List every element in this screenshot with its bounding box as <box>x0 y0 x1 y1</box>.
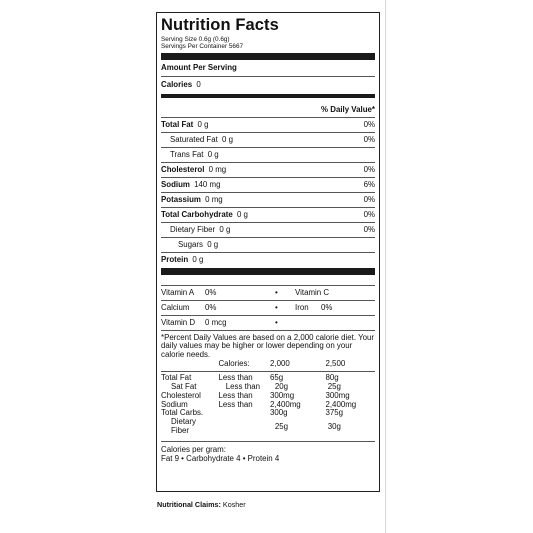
nutrient-daily-value: 0% <box>363 119 375 129</box>
vitamin-name: Vitamin C <box>295 287 330 297</box>
divider-mid <box>161 94 375 98</box>
vitamin-row <box>161 301 375 316</box>
calories-per-gram: Calories per gram: Fat 9 • Carbohydrate 4 • Protein 4 <box>161 441 375 463</box>
daily-value-footnote: *Percent Daily Values are based on a 2,000 calorie diet. Your daily values may be higher or lower depending on your calorie needs. <box>161 332 375 359</box>
nutrient-amount: 140 mg <box>194 179 221 189</box>
nutrient-row <box>161 148 375 163</box>
footnote-table-header: Calories: 2,000 2,500 <box>161 360 375 372</box>
nutrient-list <box>161 118 375 267</box>
nutrient-amount: 0 g <box>222 134 233 144</box>
nutrient-row <box>161 238 375 253</box>
nutrient-label: Cholesterol <box>161 164 205 174</box>
fiber-label-1: Dietary <box>171 417 196 427</box>
nutrient-amount: 0 mg <box>205 194 223 204</box>
vitamin-value: 0% <box>205 302 217 312</box>
nutrient-label: Total Fat <box>161 119 194 129</box>
nutrient-label: Potassium <box>161 194 201 204</box>
nutrient-label: Dietary Fiber <box>170 224 216 234</box>
servings-per-container: Servings Per Container 5667 <box>161 43 244 51</box>
nutrient-row <box>161 118 375 133</box>
nutrient-amount: 0 mg <box>208 164 227 174</box>
vitamin-row <box>161 316 375 331</box>
footnote-table-row: Cholesterol Less than 300mg 300mg <box>161 390 350 400</box>
nutrient-row <box>161 193 375 208</box>
vitamin-list <box>161 285 375 331</box>
vitamin-name: Vitamin A <box>161 287 195 297</box>
serving-size: Serving Size 0.6g (0.6g) <box>161 36 230 43</box>
panel-title: Nutrition Facts <box>161 16 279 34</box>
footnote-table-row: Total Fat Less than 65g 80g <box>161 373 339 383</box>
nutrient-daily-value: 6% <box>363 179 375 189</box>
footnote-table <box>161 360 375 435</box>
fiber-label-2: Fiber <box>171 425 189 435</box>
nutrient-label: Sugars <box>178 239 204 249</box>
nutrient-row <box>161 208 375 223</box>
nutrient-amount: 0 g <box>219 224 231 234</box>
bullet: • <box>275 317 278 327</box>
divider-thick <box>161 53 375 60</box>
bullet: • <box>275 302 278 312</box>
nutrient-row <box>161 178 375 193</box>
nutrient-amount: 0 g <box>236 209 248 219</box>
nutrient-amount: 0 g <box>197 119 209 129</box>
nutrient-label: Saturated Fat <box>170 134 218 144</box>
nutrient-label: Protein <box>161 254 189 264</box>
footnote-table-row: Sodium Less than 2,400mg 2,400mg <box>161 399 357 409</box>
nutrient-amount: 0 g <box>192 254 204 264</box>
nutrition-facts-panel <box>156 12 380 492</box>
nutrient-label: Total Carbohydrate <box>161 209 233 219</box>
amount-per-serving: Amount Per Serving <box>161 60 375 77</box>
bullet: • <box>275 287 278 297</box>
page-divider <box>385 0 386 533</box>
calories-label: Calories <box>161 79 193 89</box>
claims-value: Kosher <box>222 500 246 509</box>
vitamin-value: 0 mcg <box>205 317 227 327</box>
claims-label: Nutritional Claims: <box>157 500 221 509</box>
nutrient-row <box>161 163 375 178</box>
footnote-table-row: Sat Fat Less than 20g 25g <box>171 381 341 391</box>
vitamin-name: Iron <box>295 302 309 312</box>
vitamin-value: 0% <box>321 302 333 312</box>
fiber-2500: 30g <box>327 421 341 431</box>
vitamin-name: Calcium <box>161 302 190 312</box>
nutrient-daily-value: 0% <box>363 224 375 234</box>
nutrient-label: Trans Fat <box>170 149 204 159</box>
daily-value-header: % Daily Value* <box>161 103 375 118</box>
fiber-2000: 25g <box>274 421 289 431</box>
nutrient-daily-value: 0% <box>363 194 375 204</box>
nutrient-row <box>161 253 375 267</box>
footnote-table-row: Total Carbs. 300g 375g <box>161 408 344 418</box>
nutrient-daily-value: 0% <box>363 164 375 174</box>
nutrient-amount: 0 g <box>207 239 219 249</box>
nutrient-daily-value: 0% <box>363 134 375 144</box>
vitamin-row <box>161 286 375 301</box>
calories-row <box>161 77 375 94</box>
vitamin-name: Vitamin D <box>161 317 196 327</box>
divider-thick-2 <box>161 268 375 275</box>
nutrient-daily-value: 0% <box>363 209 375 219</box>
vitamin-name <box>295 318 321 328</box>
nutrient-row <box>161 223 375 238</box>
nutrient-row <box>161 133 375 148</box>
nutritional-claims <box>157 500 246 509</box>
fiber-row <box>161 418 375 436</box>
nutrient-amount: 0 g <box>207 149 219 159</box>
nutrient-label: Sodium <box>161 179 190 189</box>
vitamin-value: 0% <box>205 287 217 297</box>
calories-value: 0 <box>196 79 201 89</box>
